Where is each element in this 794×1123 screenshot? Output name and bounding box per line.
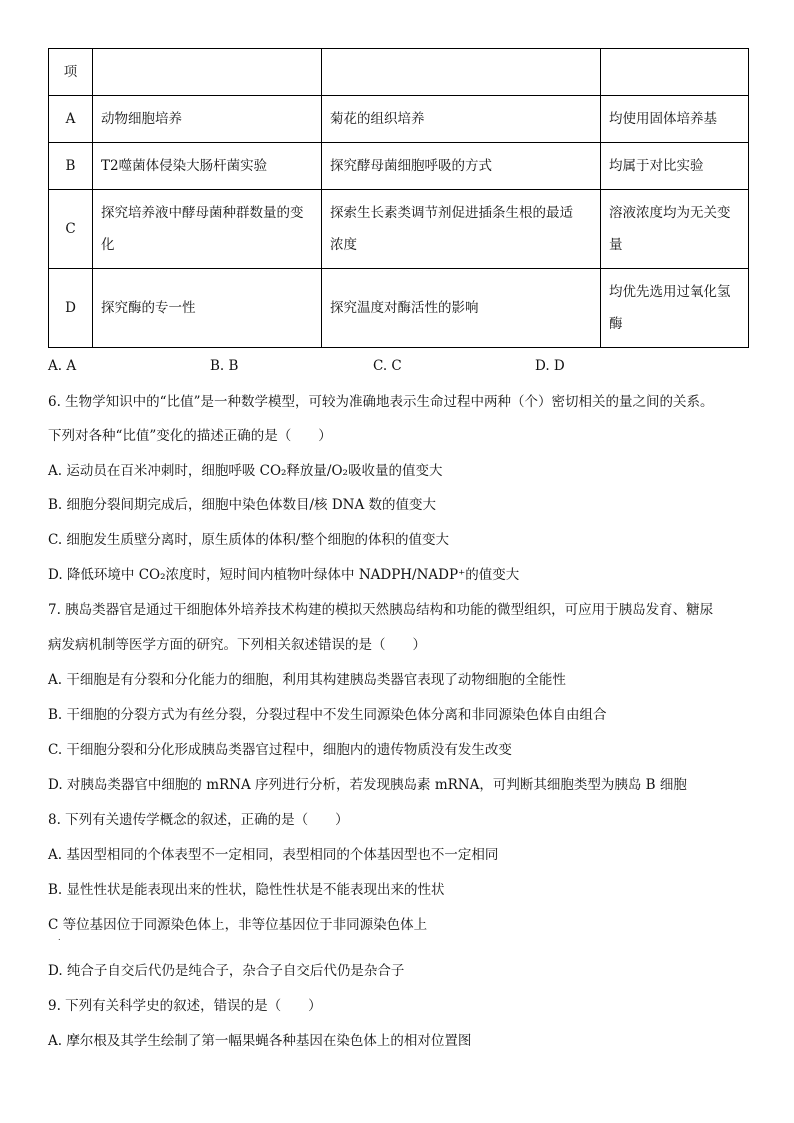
table-row: [49, 190, 749, 269]
q8-option-c: C 等位基因位于同源染色体上，非等位基因位于非同源染色体上: [48, 917, 428, 933]
table-cell-label: 项: [49, 49, 93, 96]
table-cell-label: D: [49, 269, 93, 348]
table-cell: [601, 269, 749, 348]
choice-d: D. D: [535, 358, 565, 374]
q6-option-b: B. 细胞分裂间期完成后，细胞中染色体数目/核 DNA 数的值变大: [48, 497, 437, 513]
cell-line: 探索生长素类调节剂促进插条生根的最适: [330, 205, 573, 221]
q6-stem-line2: 下列对各种“比值”变化的描述正确的是（ ）: [48, 428, 332, 444]
q8-option-a: A. 基因型相同的个体表型不一定相同，表型相同的个体基因型也不一定相同: [48, 847, 499, 863]
comparison-table: [48, 48, 749, 348]
cell-line: 量: [609, 237, 623, 253]
cell-line: 浓度: [330, 237, 357, 253]
q7-option-a: A. 干细胞是有分裂和分化能力的细胞，利用其构建胰岛类器官表现了动物细胞的全能性: [48, 672, 566, 688]
q7-stem-line2: 病发病机制等医学方面的研究。下列相关叙述错误的是（ ）: [48, 637, 426, 653]
table-cell: [322, 190, 601, 269]
cell-line: 化: [101, 237, 115, 253]
q6-option-d: D. 降低环境中 CO₂浓度时，短时间内植物叶绿体中 NADPH/NADP⁺的值变大: [48, 567, 520, 583]
table-cell: 均属于对比实验: [601, 143, 749, 190]
q6-option-c: C. 细胞发生质壁分离时，原生质体的体积/整个细胞的体积的值变大: [48, 532, 449, 548]
table-cell: 探究酵母菌细胞呼吸的方式: [322, 143, 601, 190]
table-cell-label: B: [49, 143, 93, 190]
table-cell: [93, 190, 322, 269]
q7-option-c: C. 干细胞分裂和分化形成胰岛类器官过程中，细胞内的遗传物质没有发生改变: [48, 742, 512, 758]
table-cell: [601, 49, 749, 96]
q5-choices: [48, 358, 748, 378]
q9-stem: 9. 下列有关科学史的叙述，错误的是（ ）: [48, 998, 322, 1014]
table-cell: 探究酶的专一性: [93, 269, 322, 348]
q6-option-a: A. 运动员在百米冲刺时，细胞呼吸 CO₂释放量/O₂吸收量的值变大: [48, 463, 443, 479]
cell-line: 酶: [609, 316, 623, 332]
choice-a: A. A: [48, 358, 77, 374]
q6-stem-line1: 6. 生物学知识中的“比值”是一种数学模型，可较为准确地表示生命过程中两种（个）密切相关的量之间的关系。: [48, 394, 714, 410]
q8-option-b: B. 显性性状是能表现出来的性状，隐性性状是不能表现出来的性状: [48, 882, 445, 898]
q9-option-a: A. 摩尔根及其学生绘制了第一幅果蝇各种基因在染色体上的相对位置图: [48, 1033, 472, 1049]
table-cell: T2噬菌体侵染大肠杆菌实验: [93, 143, 322, 190]
q8-option-c-dot: .: [58, 933, 61, 942]
table-cell: 均使用固体培养基: [601, 96, 749, 143]
table-cell: [601, 190, 749, 269]
table-row: [49, 143, 749, 190]
table-cell-label: C: [49, 190, 93, 269]
choice-b: B. B: [210, 358, 239, 374]
table-row: [49, 96, 749, 143]
q7-stem-line1: 7. 胰岛类器官是通过干细胞体外培养技术构建的模拟天然胰岛结构和功能的微型组织，可应用于胰岛发育、糖尿: [48, 602, 714, 618]
table-cell: 动物细胞培养: [93, 96, 322, 143]
table-cell: 探究温度对酶活性的影响: [322, 269, 601, 348]
q7-option-b: B. 干细胞的分裂方式为有丝分裂，分裂过程中不发生同源染色体分离和非同源染色体自由组合: [48, 707, 607, 723]
table-row: [49, 49, 749, 96]
q8-option-d: D. 纯合子自交后代仍是纯合子，杂合子自交后代仍是杂合子: [48, 963, 405, 979]
table-row: [49, 269, 749, 348]
choice-c: C. C: [373, 358, 402, 374]
cell-line: 探究培养液中酵母菌种群数量的变: [101, 205, 304, 221]
q7-option-d: D. 对胰岛类器官中细胞的 mRNA 序列进行分析，若发现胰岛素 mRNA，可判断其细胞类型为胰岛 B 细胞: [48, 777, 687, 793]
table-cell: [322, 49, 601, 96]
cell-line: 溶液浓度均为无关变: [609, 205, 731, 221]
table-cell: [93, 49, 322, 96]
table-cell-label: A: [49, 96, 93, 143]
cell-line: 均优先选用过氧化氢: [609, 284, 731, 300]
q8-stem: 8. 下列有关遗传学概念的叙述，正确的是（ ）: [48, 812, 349, 828]
table-cell: 菊花的组织培养: [322, 96, 601, 143]
